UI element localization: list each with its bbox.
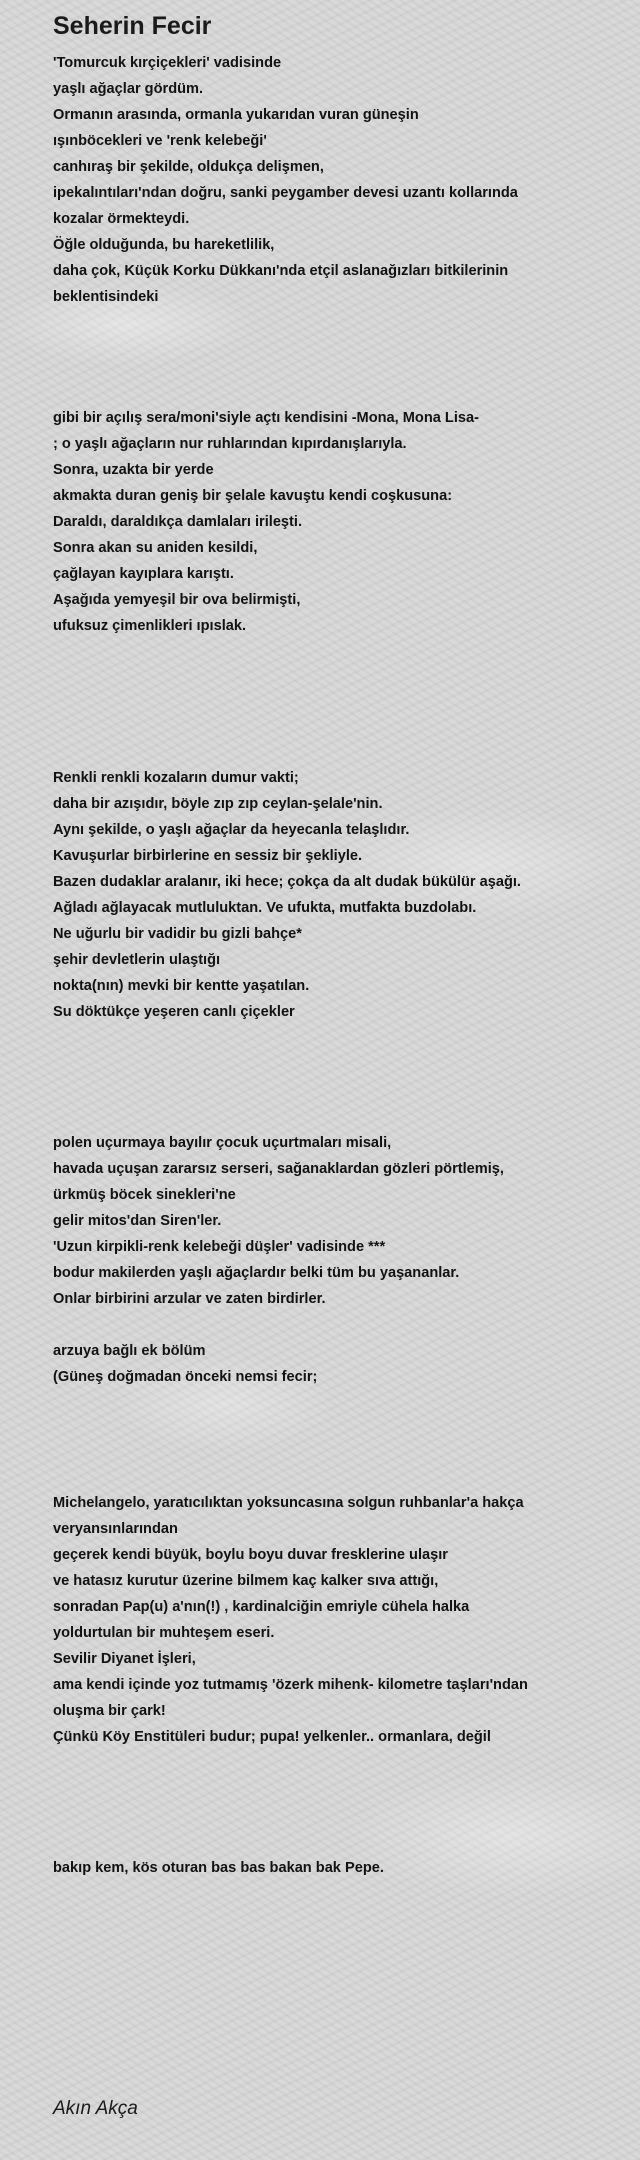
poem-line: Ormanın arasında, ormanla yukarıdan vuran güneşin (53, 107, 419, 123)
poem-line: geçerek kendi büyük, boylu boyu duvar fresklerine ulaşır (53, 1547, 448, 1563)
poem-line: Kavuşurlar birbirlerine en sessiz bir şekliyle. (53, 848, 363, 864)
poem-title: Seherin Fecir (53, 12, 212, 40)
poem-line: ipekalıntıları'ndan doğru, sanki peygamber devesi uzantı kollarında (53, 185, 518, 201)
poem-line: arzuya bağlı ek bölüm (53, 1343, 206, 1359)
poem-line: Öğle olduğunda, bu hareketlilik, (53, 237, 275, 253)
poem-line: daha çok, Küçük Korku Dükkanı'nda etçil aslanağızları bitkilerinin (53, 263, 509, 279)
poem-line: bodur makilerden yaşlı ağaçlardır belki tüm bu yaşananlar. (53, 1265, 460, 1281)
poem-line: Bazen dudaklar aralanır, iki hece; çokça da alt dudak bükülür aşağı. (53, 874, 521, 890)
poem-line: Aynı şekilde, o yaşlı ağaçlar da heyecanla telaşlıdır. (53, 822, 410, 838)
poem-line: Çünkü Köy Enstitüleri budur; pupa! yelkenler.. ormanlara, değil (53, 1729, 491, 1745)
stanza-1 (53, 50, 593, 310)
poem-line: Su döktükçe yeşeren canlı çiçekler (53, 1004, 295, 1020)
poem-line: Ne uğurlu bir vadidir bu gizli bahçe* (53, 926, 302, 942)
blank-line (53, 1312, 593, 1338)
stanza-3 (53, 765, 593, 1025)
poem-line: gelir mitos'dan Siren'ler. (53, 1213, 222, 1229)
poem-line: ama kendi içinde yoz tutmamış 'özerk mihenk- kilometre taşları'ndan (53, 1677, 528, 1693)
poem-line: yoldurtulan bir muhteşem eseri. (53, 1625, 275, 1641)
poem-line: şehir devletlerin ulaştığı (53, 952, 221, 968)
poem-line: ve hatasız kurutur üzerine bilmem kaç kalker sıva attığı, (53, 1573, 439, 1589)
poem-line: havada uçuşan zararsız serseri, sağanaklardan gözleri pörtlemiş, (53, 1161, 504, 1177)
poem-author: Akın Akça (53, 2098, 138, 2119)
poem-line: kozalar örmekteydi. (53, 211, 190, 227)
poem-line: çağlayan kayıplara karıştı. (53, 566, 234, 582)
poem-line: gibi bir açılış sera/moni'siyle açtı kendisini -Mona, Mona Lisa- (53, 410, 479, 426)
poem-line: 'Uzun kirpikli-renk kelebeği düşler' vadisinde *** (53, 1239, 386, 1255)
poem-line: (Güneş doğmadan önceki nemsi fecir; (53, 1369, 318, 1385)
poem-line: Sonra akan su aniden kesildi, (53, 540, 258, 556)
poem-line: oluşma bir çark! (53, 1703, 166, 1719)
poem-line: Sonra, uzakta bir yerde (53, 462, 214, 478)
poem-line: Ağladı ağlayacak mutluluktan. Ve ufukta, mutfakta buzdolabı. (53, 900, 477, 916)
poem-line: polen uçurmaya bayılır çocuk uçurtmaları misali, (53, 1135, 392, 1151)
poem-line: ürkmüş böcek sinekleri'ne (53, 1187, 236, 1203)
poem-line: canhıraş bir şekilde, oldukça delişmen, (53, 159, 324, 175)
poem-line: ufuksuz çimenlikleri ıpıslak. (53, 618, 247, 634)
poem-line: nokta(nın) mevki bir kentte yaşatılan. (53, 978, 310, 994)
poem-line: veryansınlarından (53, 1521, 178, 1537)
poem-line: bakıp kem, kös oturan bas bas bakan bak Pepe. (53, 1860, 384, 1876)
stanza-4 (53, 1130, 593, 1390)
poem-line: Onlar birbirini arzular ve zaten birdirler. (53, 1291, 326, 1307)
poem-line: ; o yaşlı ağaçların nur ruhlarından kıpırdanışlarıyla. (53, 436, 407, 452)
stanza-2 (53, 405, 593, 639)
poem-line: Renkli renkli kozaların dumur vakti; (53, 770, 299, 786)
stanza-5 (53, 1490, 593, 1750)
poem-line: yaşlı ağaçlar gördüm. (53, 81, 204, 97)
poem-line: Michelangelo, yaratıcılıktan yoksuncasına solgun ruhbanlar'a hakça (53, 1495, 524, 1511)
poem-line: 'Tomurcuk kırçiçekleri' vadisinde (53, 55, 282, 71)
poem-line: beklentisindeki (53, 289, 159, 305)
stanza-6 (53, 1855, 593, 1881)
poem-line: Aşağıda yemyeşil bir ova belirmişti, (53, 592, 301, 608)
poem-line: ışınböcekleri ve 'renk kelebeği' (53, 133, 267, 149)
poem-line: akmakta duran geniş bir şelale kavuştu kendi coşkusuna: (53, 488, 453, 504)
poem-line: Sevilir Diyanet İşleri, (53, 1651, 196, 1667)
poem-line: daha bir azışıdır, böyle zıp zıp ceylan-şelale'nin. (53, 796, 383, 812)
poem-line: sonradan Pap(u) a'nın(!) , kardinalciğin emriyle cühela halka (53, 1599, 470, 1615)
poem-line: Daraldı, daraldıkça damlaları irileşti. (53, 514, 303, 530)
